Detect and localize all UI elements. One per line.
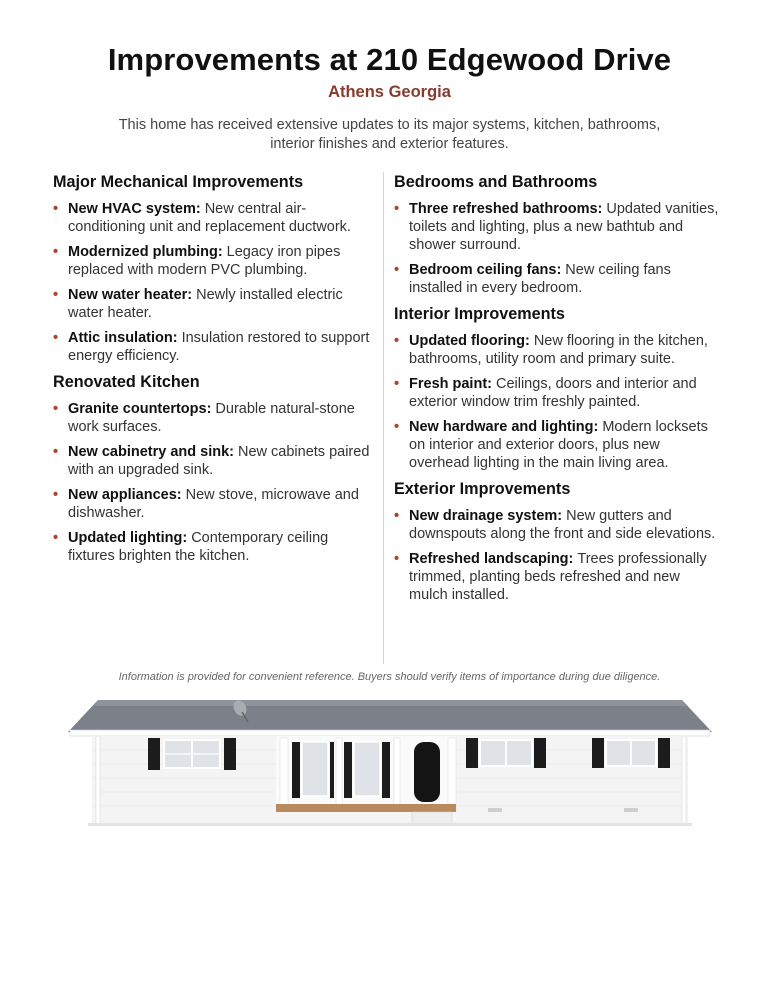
bullet-icon: • [53, 287, 59, 303]
right-column [394, 172, 719, 611]
item-text: Trees professionally trimmed, planting beds refreshed and new mulch installed. [409, 551, 707, 603]
item-text: Durable natural-stone work surfaces. [68, 401, 355, 435]
bullet-icon: • [394, 376, 400, 392]
list-item [394, 418, 719, 472]
item-lead: Attic insulation: [68, 330, 178, 346]
bullet-icon: • [53, 330, 59, 346]
item-lead: New water heater: [68, 287, 193, 303]
list-item [394, 261, 719, 297]
window-right-2 [592, 738, 670, 768]
list-item [53, 200, 371, 236]
page-title: Improvements at 210 Edgewood Drive [107, 42, 672, 77]
front-porch [276, 736, 456, 824]
item-text: Updated vanities, toilets and lighting, plus a new bathtub and shower surround. [409, 201, 719, 253]
section-interior-improvements [394, 304, 719, 472]
bullet-icon: • [394, 508, 400, 524]
item-list [394, 200, 719, 297]
item-list [53, 200, 371, 365]
item-lead: Updated flooring: [409, 333, 530, 349]
item-lead: Modernized plumbing: [68, 244, 223, 260]
item-lead: New cabinetry and sink: [68, 444, 234, 460]
item-lead: Fresh paint: [409, 376, 492, 392]
section-exterior-improvements [394, 479, 719, 604]
bullet-icon: • [53, 444, 59, 460]
section-heading: Interior Improvements [394, 305, 565, 323]
bullet-icon: • [53, 244, 59, 260]
bullet-icon: • [394, 551, 400, 567]
list-item [394, 550, 719, 604]
item-lead: Three refreshed bathrooms: [409, 201, 603, 217]
section-major-mechanical [53, 172, 371, 365]
list-item [53, 443, 371, 479]
list-item [53, 243, 371, 279]
item-text: New gutters and downspouts along the front and side elevations. [409, 508, 716, 542]
left-column [53, 172, 371, 572]
item-lead: Bedroom ceiling fans: [409, 262, 562, 278]
bullet-icon: • [394, 333, 400, 349]
item-text: Newly installed electric water heater. [68, 287, 343, 321]
disclaimer: Information is provided for convenient reference. Buyers should verify items of importance during due diligence. [118, 671, 661, 683]
list-item [53, 329, 371, 365]
bullet-icon: • [53, 201, 59, 217]
section-bedrooms-bathrooms [394, 172, 719, 297]
list-item [53, 286, 371, 322]
item-text: Insulation restored to support energy efficiency. [68, 330, 370, 364]
item-list [53, 400, 371, 565]
bullet-icon: • [394, 419, 400, 435]
list-item [394, 200, 719, 254]
item-lead: Granite countertops: [68, 401, 212, 417]
item-lead: New HVAC system: [68, 201, 201, 217]
item-text: Ceilings, doors and interior and exterior window trim freshly painted. [409, 376, 697, 410]
bullet-icon: • [53, 530, 59, 546]
window-right-1 [466, 738, 546, 768]
front-door [414, 742, 440, 802]
item-lead: Updated lighting: [68, 530, 188, 546]
column-divider [383, 172, 384, 664]
section-heading: Bedrooms and Bathrooms [394, 173, 598, 191]
page-subtitle: Athens Georgia [328, 83, 451, 101]
list-item [394, 507, 719, 543]
bullet-icon: • [53, 401, 59, 417]
house-photo [68, 692, 712, 832]
intro-paragraph: This home has received extensive updates to its major systems, kitchen, bathrooms, interior finishes and exterior features. [118, 117, 661, 152]
item-lead: New drainage system: [409, 508, 563, 524]
item-list [394, 332, 719, 472]
item-text: Modern locksets on interior and exterior doors, plus new overhead lighting in the main living area. [409, 419, 708, 471]
section-renovated-kitchen [53, 372, 371, 565]
item-text: New cabinets paired with an upgraded sink. [68, 444, 370, 478]
item-lead: New hardware and lighting: [409, 419, 599, 435]
list-item [53, 529, 371, 565]
item-text: Legacy iron pipes replaced with modern PVC plumbing. [68, 244, 341, 278]
section-heading: Exterior Improvements [394, 480, 571, 498]
list-item [394, 332, 719, 368]
gutter [70, 730, 710, 736]
item-text: New ceiling fans installed in every bedroom. [409, 262, 671, 296]
item-lead: Refreshed landscaping: [409, 551, 574, 567]
bullet-icon: • [394, 262, 400, 278]
item-text: New flooring in the kitchen, bathrooms, utility room and primary suite. [409, 333, 708, 367]
list-item [53, 400, 371, 436]
bullet-icon: • [394, 201, 400, 217]
list-item [394, 375, 719, 411]
item-text: New stove, microwave and dishwasher. [68, 487, 359, 521]
item-lead: New appliances: [68, 487, 182, 503]
list-item [53, 486, 371, 522]
item-text: New central air-conditioning unit and replacement ductwork. [68, 201, 351, 235]
item-text: Contemporary ceiling fixtures brighten the kitchen. [68, 530, 329, 564]
bullet-icon: • [53, 487, 59, 503]
section-heading: Renovated Kitchen [53, 373, 200, 391]
item-list [394, 507, 719, 604]
section-heading: Major Mechanical Improvements [53, 173, 304, 191]
